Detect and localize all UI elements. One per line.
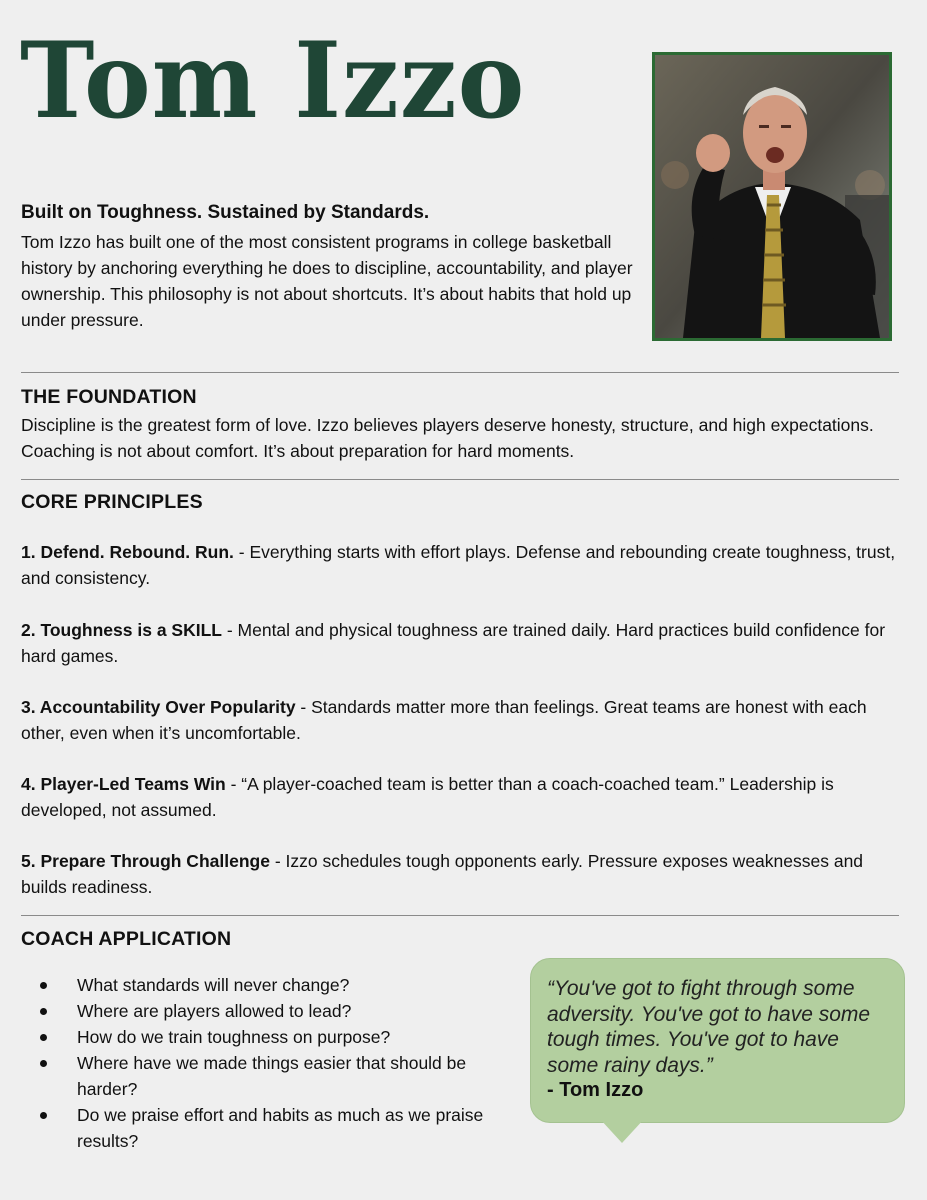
intro-heading: Built on Toughness. Sustained by Standards. bbox=[21, 202, 430, 223]
bullet-icon bbox=[40, 982, 47, 989]
principle-separator: - bbox=[295, 697, 312, 717]
list-item bbox=[40, 1050, 520, 1102]
principle-separator: - bbox=[225, 774, 242, 794]
application-heading: COACH APPLICATION bbox=[21, 928, 232, 950]
divider bbox=[21, 915, 899, 916]
principle-text: Izzo schedules tough opponents early. Pressure exposes weaknesses and builds readiness. bbox=[21, 851, 864, 897]
quote-bubble-tail bbox=[600, 1119, 644, 1143]
divider bbox=[21, 372, 899, 373]
list-item bbox=[40, 972, 520, 998]
question-text: What standards will never change? bbox=[77, 975, 350, 995]
bullet-icon bbox=[40, 1008, 47, 1015]
divider bbox=[21, 479, 899, 480]
bullet-icon bbox=[40, 1034, 47, 1041]
principle-item bbox=[21, 694, 911, 746]
principle-text: “A player-coached team is better than a coach-coached team.” Leadership is developed, not assumed. bbox=[21, 774, 834, 820]
principle-separator: - bbox=[233, 542, 250, 562]
quote-author: - Tom Izzo bbox=[547, 1079, 644, 1101]
principle-title: 1. Defend. Rebound. Run. bbox=[21, 542, 234, 562]
application-questions bbox=[40, 972, 520, 1154]
intro-body: Tom Izzo has built one of the most consistent programs in college basketball history by anchoring everything he does to discipline, accountability, and player ownership. This philosophy is not about shortcuts. It’s about habits that hold up under pressure. bbox=[21, 232, 633, 330]
principle-title: 2. Toughness is a SKILL bbox=[21, 620, 222, 640]
foundation-body: Discipline is the greatest form of love. Izzo believes players deserve honesty, structure, and high expectations. Coaching is not about comfort. It’s about preparation for hard moments. bbox=[21, 415, 874, 461]
principle-item bbox=[21, 848, 911, 900]
page-title: Tom Izzo bbox=[20, 18, 526, 143]
question-text: Where are players allowed to lead? bbox=[77, 1001, 352, 1021]
list-item bbox=[40, 1102, 520, 1154]
coach-photo bbox=[652, 52, 892, 341]
principle-item bbox=[21, 617, 911, 669]
question-text: How do we train toughness on purpose? bbox=[77, 1027, 391, 1047]
principle-item bbox=[21, 771, 911, 823]
bullet-icon bbox=[40, 1112, 47, 1119]
principle-text: Mental and physical toughness are trained daily. Hard practices build confidence for hard games. bbox=[21, 620, 886, 666]
question-text: Where have we made things easier that should be harder? bbox=[77, 1053, 467, 1099]
coach-photo-icon bbox=[655, 55, 889, 338]
list-item bbox=[40, 1024, 520, 1050]
question-text: Do we praise effort and habits as much as we praise results? bbox=[77, 1105, 484, 1151]
principle-separator: - bbox=[221, 620, 238, 640]
principle-item bbox=[21, 539, 911, 591]
principle-separator: - bbox=[269, 851, 286, 871]
quote-text: “You've got to fight through some adversity. You've got to have some tough times. You've got to have some rainy days.” bbox=[547, 977, 871, 1077]
principle-title: 3. Accountability Over Popularity bbox=[21, 697, 296, 717]
principles-heading: CORE PRINCIPLES bbox=[21, 491, 203, 513]
principle-text: Everything starts with effort plays. Defense and rebounding create toughness, trust, and consistency. bbox=[21, 542, 896, 588]
bullet-icon bbox=[40, 1060, 47, 1067]
principle-title: 5. Prepare Through Challenge bbox=[21, 851, 270, 871]
principle-text: Standards matter more than feelings. Great teams are honest with each other, even when it’s uncomfortable. bbox=[21, 697, 867, 743]
principle-title: 4. Player-Led Teams Win bbox=[21, 774, 226, 794]
foundation-heading: THE FOUNDATION bbox=[21, 386, 197, 408]
list-item bbox=[40, 998, 520, 1024]
